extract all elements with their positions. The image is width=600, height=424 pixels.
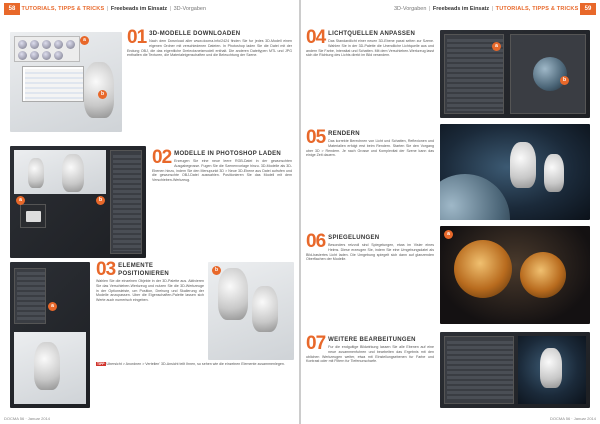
step-07 [306, 333, 434, 364]
step03-screenshot [10, 262, 90, 408]
step05-render [440, 124, 590, 220]
step-body: Das Standardlicht einer neuen 3D-Ebene passt selten zur Szene. Wahlen Sie in der 3D-Palette die Unendliche Lichtquelle aus und andern Sie Farbe, Intensitat und Schatten. Mit dem Verschieben-Werkzeug lasst sich die Richtung des Lichts direkt im Bild verandern. [306, 39, 434, 58]
astronaut-render [540, 348, 562, 388]
section-title-right: TUTORIALS, TIPPS & TRICKS [495, 6, 579, 12]
thumb-icon [30, 40, 39, 49]
tag-right: 3D-Vorgaben [393, 6, 427, 12]
callout-b: b [96, 196, 105, 205]
step-title: 3D-MODELLE DOWNLOADEN [149, 31, 241, 37]
callout-b: b [98, 90, 107, 99]
astronaut-render [28, 158, 44, 188]
thumb-icon [66, 40, 75, 49]
tip-label: TIPP [97, 362, 105, 366]
canvas-preview [14, 332, 86, 404]
footer-right: DOCMA 56 · Januar 2014 [549, 416, 596, 421]
helmet-visor [520, 252, 566, 298]
subtitle-right: Freebeads im Einsatz [432, 6, 490, 12]
step-number: 06 [306, 231, 326, 252]
section-title-left: TUTORIALS, TIPPS & TRICKS [21, 6, 105, 12]
thumb-icon [18, 40, 27, 49]
astronaut-render [62, 154, 84, 192]
thumb-icon [54, 51, 63, 60]
astronaut-render [544, 154, 564, 192]
step-03 [96, 259, 204, 303]
callout-b: b [560, 76, 569, 85]
step-body: Wahlen Sie die einzelnen Objekte in der 3D-Palette aus. Aktivieren Sie das Verschieben-Werkzeug und nutzen Sie die 3D-Werkzeuge in der Optionsleiste, um Position, Drehung und Skalierung der Modelle anzupassen. Uber die Eigenschaften-Palette lassen sich Werte auch numerisch eingeben. [96, 279, 204, 303]
step-title: MODELLE IN PHOTOSHOP LADEN [174, 151, 282, 157]
step06-render [440, 226, 590, 324]
astronaut-render [34, 342, 60, 390]
astronaut-render [510, 142, 536, 188]
step-body: Fur die endgultige Bildwirkung lassen Sie alle Ebenen auf eine neue zusammenfuhren und bearbeiten das Ergebnis mit den ublichen Werkzeugen weiter, etwa mit Einstellungsebenen fur Farbe und Kontrast oder mit Filtern fur Tiefenunscharfe. [306, 345, 434, 364]
tip-text: Ubersicht > Anordnen > Verteilen' 3D-Ansicht teilt Ihnen, so sehen wie die einzelnen Elemente zusammenlegen. [106, 362, 285, 366]
step01-screenshot [10, 32, 122, 132]
step-title: WEITERE BEARBEITUNGEN [328, 337, 416, 343]
tag-left: 3D-Vorgaben [173, 6, 207, 12]
right-page-header: 3D-Vorgaben | Freebeads im Einsatz | TUTORIALS, TIPPS & TRICKS 59 [394, 3, 596, 15]
thumb-icon [54, 40, 63, 49]
step-number: 07 [306, 333, 326, 354]
thumb-icon [30, 51, 39, 60]
thumbnail-grid [14, 36, 80, 62]
callout-a: a [492, 42, 501, 51]
callout-a: a [48, 302, 57, 311]
step-02 [152, 147, 292, 183]
callout-a: a [16, 196, 25, 205]
step02-screenshot [10, 146, 146, 258]
step03-render [208, 262, 294, 360]
subtitle-left: Freebeads im Einsatz [110, 6, 168, 12]
thumb-icon [18, 51, 27, 60]
step-number: 03 [96, 259, 116, 280]
tip-box [96, 362, 294, 367]
step-title: LICHTQUELLEN ANPASSEN [328, 31, 416, 37]
dialog-box [20, 204, 46, 228]
step-title: SPIEGELUNGEN [328, 235, 380, 241]
step-04 [306, 27, 434, 58]
properties-panel [14, 268, 46, 324]
step-body: Nach dem Download aller www.docma.info/2424 finden Sie fur jedes 3D-Modell einen eigenen Ordner mit verschiedenen Dateien. In Photoshop laden Sie die Datei mit der Endung OBJ, die das eigentliche Dreiecksnetzmodell enthalt. Die anderen Dateitypen MTL und JPG enthalten die Texturen, die Materialeigenschaften und die Beleuchtung der Szene. [127, 39, 292, 58]
step-title: RENDERN [328, 131, 360, 137]
step-number: 02 [152, 147, 172, 168]
canvas-preview [14, 150, 106, 194]
thumb-icon [42, 51, 51, 60]
step-06 [306, 231, 434, 262]
callout-a: a [80, 36, 89, 45]
file-list [22, 66, 84, 102]
page-number-right: 59 [580, 3, 596, 15]
thumb-icon [42, 40, 51, 49]
step-body: Besonders reizvoll sind Spiegelungen, etwa im Visier eines Helms. Diese erzeugen Sie, indem Sie eine Umgebungsdatei als Bild-basiertes Licht laden. Die Umgebung spiegelt sich dann auf glanzenden Oberflachen der Modelle. [306, 243, 434, 262]
step-number: 05 [306, 127, 326, 148]
properties-panel [510, 34, 586, 114]
step-05 [306, 127, 434, 158]
step-body: Erzeugen Sie eine neue leere RGB-Datei in der gewunschten Ausgabegrosse. Fugen Sie die Szenenvorlage hinzu. 3D-Modelle als 3D-Ebenen hinzu, indem Sie den Menupunkt 3D > Neue 3D-Ebene aus Datei aufrufen und die gewunschte OBJ-Datei auswahlen. Positionieren Sie das Modell mit dem Verschieben-Werkzeug. [152, 159, 292, 183]
light-sphere [533, 57, 567, 91]
step-number: 04 [306, 27, 326, 48]
step-body: Das korrekte Berechnen von Licht und Schatten, Reflexionen und Materialien erfolgt erst beim Rendern. Starten Sie den Vorgang uber 3D > Rendern. Je nach Grosse und Komplexitat der Szene kann das einige Zeit dauern. [306, 139, 434, 158]
step-number: 01 [127, 27, 147, 48]
helmet-visor [454, 240, 512, 298]
adjustments-panel [444, 336, 514, 404]
planet-render [440, 174, 510, 220]
step04-screenshot [440, 30, 590, 118]
left-page-header: 58 TUTORIALS, TIPPS & TRICKS | Freebeads im Einsatz | 3D-Vorgaben [4, 3, 206, 15]
page-number-left: 58 [4, 3, 20, 15]
astronaut-render [252, 286, 278, 332]
callout-a: a [444, 230, 453, 239]
step07-screenshot [440, 332, 590, 408]
footer-left: DOCMA 56 · Januar 2014 [4, 416, 51, 421]
step-01 [127, 27, 292, 58]
astronaut-render [218, 268, 248, 320]
step-title: ELEMENTE POSITIONIEREN [118, 263, 170, 277]
layers-panel [110, 150, 142, 254]
page-gutter [299, 0, 301, 424]
final-preview [518, 336, 586, 404]
callout-b: b [212, 266, 221, 275]
